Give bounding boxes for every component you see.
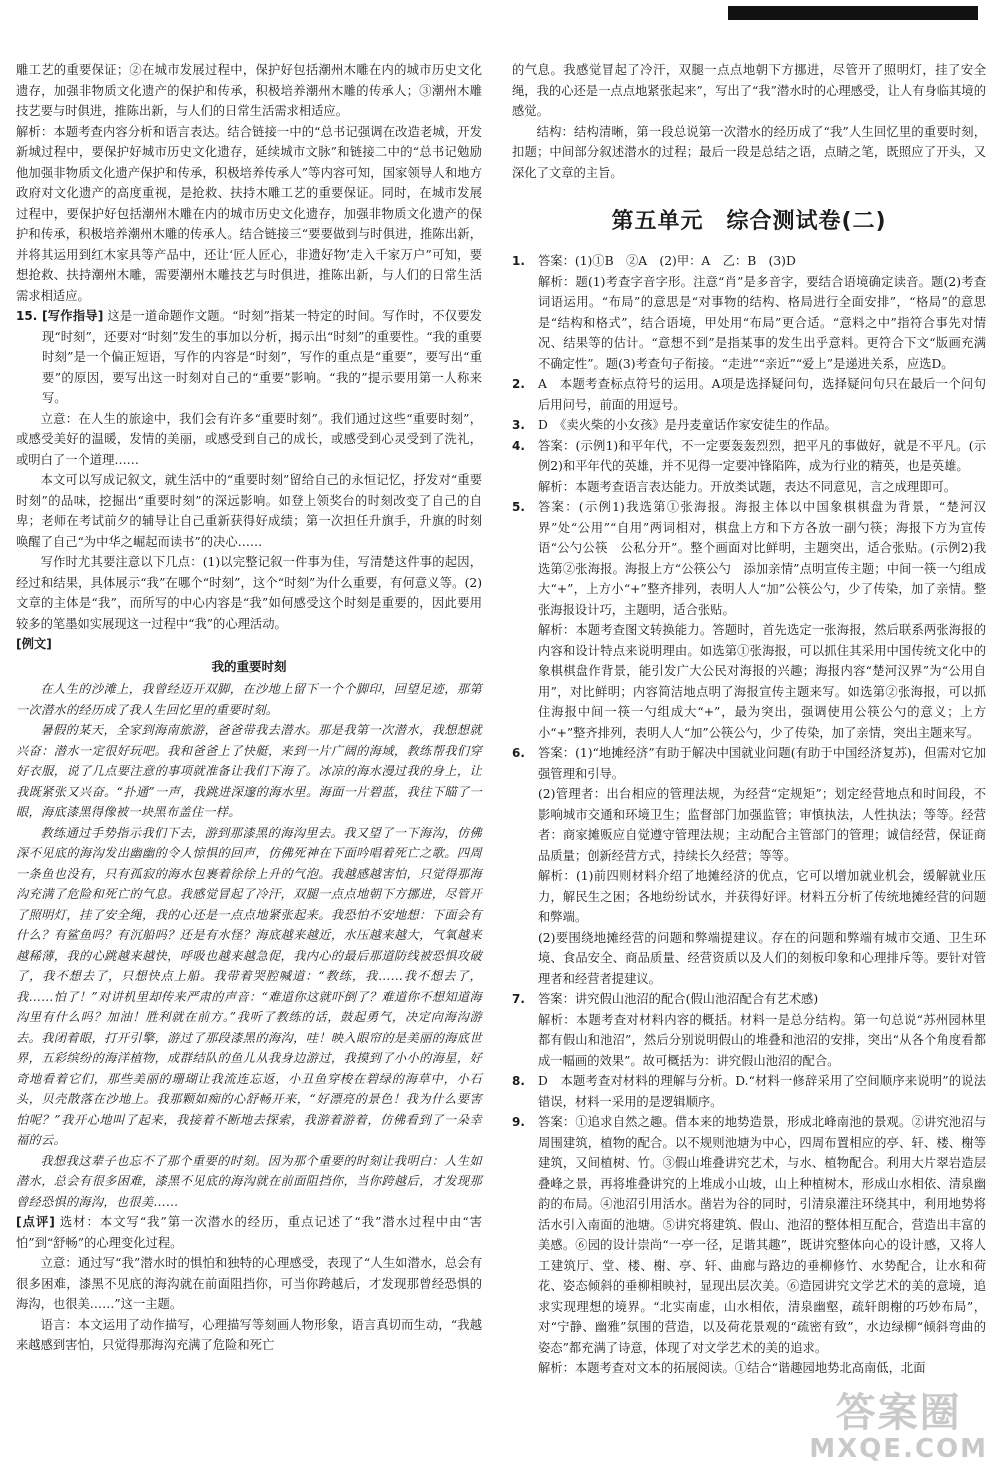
review-selection: 选材：本文写“我”第一次潜水的经历，重点记述了“我”潜水过程中由“害怕”到“舒畅”的心理变化过程。 [16,1215,482,1250]
question-7 [512,989,986,1071]
answer-text: 答案：(1)“地摊经济”有助于解决中国就业问题(有助于中国经济复苏)，但需对它加强管理和引导。 [538,746,986,781]
writing-guide-text: 这是一道命题作文题。“时刻”指某一特定的时间。写作时，不仅要发现“时刻”，还要对“时刻”发生的事加以分析，揭示出“时刻”的重要性。“我的重要时刻”是一个偏正短语，写作的内容是“时刻”，写作的重点是“重要”，要写出“重要”的原因，要写出这一时刻对自己的“重要”影响。“我的”提示要用第一人称来写。 [42,309,482,405]
genre-paragraph: 本文可以写成记叙文，就生活中的“重要时刻”留给自己的永恒记忆，抒发对“重要时刻”的品味，挖掘出“重要时刻”的深远影响。如登上领奖台的时刻改变了自己的自卑；老师在考试前夕的辅导让自己重新获得好成绩；第一次担任升旗手，升旗的时刻唤醒了自己“为中华之崛起而读书”的决心…… [16,473,482,549]
question-number: 9. [512,1115,525,1129]
question-6 [512,743,986,989]
top-black-bar [728,6,978,20]
analysis-text: 解析：本题考查图文转换能力。答题时，首先选定一张海报，然后联系两张海报的内容和设计特点来说明理由。如选第①张海报，可以抓住其采用中国传统文化中的象棋棋盘作背景，能引发广大公民对海报的兴趣；海报内容“楚河汉界”为“公用自用”，对比鲜明；内容简洁地点明了海报宣传主题来写。如选第②张海报，可以抓住海报中间一筷一勺组成大“+”，最为突出，强调使用公筷公勺的意义；上方小“+”整齐排列，表明人人“加”公筷公勺，少了传染，加了亲情，突出主题来写。 [538,623,986,740]
essay-paragraph-3: 教练通过手势指示我们下去，游到那漆黑的海沟里去。我又望了一下海沟，仿佛深不见底的海沟发出幽幽的令人惊惧的回声，仿佛死神在下面吟唱着死亡之歌。四周一条鱼也没有，只有孤寂的海水包裹着徐徐上升的气泡。我越感越害怕，只觉得那海沟充满了危险和死亡的气息。我感觉冒起了冷汗，双腿一点点地朝下方挪进，尽管开了照明灯，挂了安全绳，我的心还是一点点地紧张起来。我恐怕不安地想：下面会有什么？有鲨鱼吗？有沉船吗？还是有水怪？海底越来越近，水压越来越大，气氧越来越稀薄，我的心跳越来越快，呼吸也越来越急促，我内心的最后那道防线被恐惧攻破了，我不想去了，只想快点上船。我带着哭腔喊道：“教练，我……我不想去了，我……怕了！”对讲机里却传来严肃的声音：“难道你这就吓倒了？难道你不想知道海沟里有什么吗？加油！胜利就在前方。”我听了教练的话，鼓起勇气，决定向海沟游去。我闭着眼，打开引擎，游过了那段漆黑的海沟，哇！映入眼帘的是美丽的海底世界，五彩缤纷的海洋植物，成群结队的鱼儿从我身边游过，我摸到了小小的海星，好奇地看着它们，那些美丽的珊瑚让我流连忘返，小丑鱼穿梭在碧绿的海草中，小石头，贝壳散落在沙地上。我那颗如痴的心舒畅开来，“好漂亮的景色！我为什么要害怕呢？”我开心地叫了起来，我接着不断地去探索，我游着游着，仿佛看到了一朵幸福的云。 [16,825,482,1147]
theme-paragraph: 立意：在人生的旅途中，我们会有许多“重要时刻”。我们通过这些“重要时刻”，或感受美好的温暖，发情的美丽，或感受到自己的成长，或感受到心灵受到了洗礼，或明白了一个道理…… [16,411,482,467]
question-3 [512,415,986,436]
review-language-continued: 的气息。我感觉冒起了冷汗，双腿一点点地朝下方挪进，尽管开了照明灯，挂了安全绳，我的心还是一点点地紧张起来”，写出了“我”潜水时的心理感受，让人有身临其境的感觉。 [512,63,986,118]
question-5 [512,497,986,743]
question-number: 2. [512,377,525,391]
analysis-paragraph: 解析：本题考查内容分析和语言表达。结合链接一中的“总书记强调在改造老城，开发新城过程中，要保护好城市历史文化遗存，延续城市文脉”和链接二中的“总书记勉励他加强非物质文化遗产保护和传承，积极培养传承人”等内容可知，国家领导人和地方政府对文化遗产的高度重视，是抢救、扶持木雕工艺的重要保证。同时，在城市发展过程中，要保护好包括潮州木雕在内的城市历史文化遗存，加强非物质文化遗产的保护和传承，积极培养潮州木雕的传承人。结合链接三“要要做到与时俱进，推陈出新，并将其运用到红木家具等产品中，还让‘匠人匠心，非遗好物’走入千家万户”可知，要想抢救、扶持潮州木雕，需要潮州木雕技艺与时俱进，推陈出新，与人们的日常生活需求相适应。 [16,124,482,303]
question-number: 5. [512,500,525,514]
question-number: 1. [512,254,525,268]
analysis-text-2: (2)要围绕地摊经营的问题和弊端提建议。存在的问题和弊端有城市交通、卫生环境、食品安全、商品质量、经营资质以及人们的刻板印象和心理排斥等。要针对管理者和经营者提建议。 [538,930,986,986]
review-structure: 结构：结构清晰，第一段总说第一次潜水的经历成了“我”人生回忆里的重要时刻，扣题；中间部分叙述潜水的过程；最后一段是总结之语，点睛之笔，既照应了开头，又深化了文章的主旨。 [512,124,986,180]
writing-guide-tag: [写作指导] [42,309,104,323]
answer-text: D 本题考查对材料的理解与分析。D.“材料一修辞采用了空间顺序来说明”的说法错误，材料一采用的是逻辑顺序。 [538,1074,986,1109]
essay-paragraph-2: 暑假的某天，全家到海南旅游，爸爸带我去潜水。那是我第一次潜水，我想想就兴奋：潜水一定很好玩吧。我和爸爸上了快艇，来到一片广阔的海域，教练帮我们穿好衣服，说了几点要注意的事项就准备让我们下海了。冰凉的海水漫过我的身上，让我既紧张又兴奋。“扑通”一声，我跳进深邃的海水里。海面一片碧蓝，我往下瞄了一眼，海底漆黑得像被一块黑布盖住一样。 [16,723,482,819]
answer-text: A 本题考查标点符号的运用。A项是选择疑问句，选择疑问句只在最后一个问句后用问号，前面的用逗号。 [538,377,986,412]
review-1 [16,1212,482,1253]
answer-text: 答案：(示例1)和平年代，不一定要轰轰烈烈，把平凡的事做好，就是不平凡。(示例2)和平年代的英雄，并不见得一定要冲锋陷阵，成为行业的精英，也是英雄。 [538,438,986,473]
analysis-text: 解析：题(1)考查字音字形。注意“肖”是多音字，要结合语境确定读音。题(2)考查词语运用。“布局”的意思是“对事物的结构、格局进行全面安排”，“格局”的意思是“结构和格式”，结合语境，甲处用“布局”更合适。“意料之中”指符合事先对情况、结果等的估计。“意想不到”是指某事的发生出乎意料。更符合下文“版画充满不确定性”。题(3)考查句子衔接。“走进”“亲近”“爱上”是递进关系，应选D。 [538,274,986,371]
answer-text: 答案：①追求自然之趣。借本来的地势造景，形成北峰南池的景观。②讲究池沼与周围建筑，植物的配合。以不规则池塘为中心，四周布置相应的亭、轩、楼、榭等建筑，又间植树、竹。③假山堆叠讲究艺术，与水、植物配合。利用大片翠岩造层叠峰之景，再将堆叠讲究的上堆成小山坡，山上种植树木，形成山水相依、清泉幽韵的布局。④池沼引用活水。凿岩为谷的同时，引清泉灌注环绕其中，利用地势将活水引入南面的池塘。⑤讲究将建筑、假山、池沼的整体相互配合，营造出丰富的美感。⑥园的设计崇尚“一亭一径，足谐其趣”，既讲究整体向心的设计感，又将人工建筑厅、堂、楼、榭、亭、轩、曲廊与路边的垂柳修竹、水势配合，让水和荷花、姿态倾斜的垂柳相映衬，显现出层次美。⑥造园讲究文学艺术的美的意境，追求实现理想的境界。“北实南虚，山水相依，清泉幽壑，疏轩朗榭的巧妙布局”，对“宁静、幽雅”氛围的营造，以及荷花景观的“疏密有致”，水边绿柳“倾斜弯曲的姿态”都充满了诗意，体现了对文学艺术的美的追求。 [538,1115,986,1355]
analysis-text: 解析：(1)前四则材料介绍了地摊经济的优点，它可以增加就业机会，缓解就业压力，解民生之困；各地纷纷试水，并获得好评。材料五分析了传统地摊经营的问题和弊端。 [538,869,986,924]
left-column [16,60,482,1356]
analysis-text: 解析：本题考查对文本的拓展阅读。①结合“谐趣园地势北高南低，北面 [538,1361,926,1375]
answer-continuation: 雕工艺的重要保证；②在城市发展过程中，保护好包括潮州木雕在内的城市历史文化遗存，加强非物质文化遗产的保护和传承，积极培养潮州木雕的传承人；③潮州木雕技艺要与时俱进，推陈出新，与人们的日常生活需求相适应。 [16,63,482,118]
watermark-url: MXQE.COM [809,1434,988,1464]
essay-paragraph-1: 在人生的沙滩上，我曾经迈开双脚，在沙地上留下一个个脚印，回望足迹，那第一次潜水的经历成了我人生回忆里的重要时刻。 [16,682,482,717]
review-theme: 立意：通过写“我”潜水时的惧怕和独特的心理感受，表现了“人生如潜水，总会有很多困难，漆黑不见底的海沟就在前面阻挡你，可当你跨越后，才发现那曾经恐惧的海沟，也很美……”这一主题。 [16,1256,482,1311]
example-tag: [例文] [16,637,52,651]
answer-text: 答案：(示例1)我选第①张海报。海报主体以中国象棋棋盘为背景，“楚河汉界”处“公用”“自用”两词相对，棋盘上方和下方各放一副勺筷；海报下方为宣传语“公勺公筷 公私分开”。整个画面对比鲜明，主题突出，适合张贴。(示例2)我选第②张海报。海报上方“公筷公勺 添加亲情”点明宣传主题；中间一筷一勺组成大“+”，上方小“+”整齐排列，表明人人“加”公筷公勺，少了传染，加了亲情。整张海报设计巧，主题明，适合张贴。 [538,500,986,617]
question-1 [512,251,986,374]
review-language: 语言：本文运用了动作描写，心理描写等刻画人物形象，语言真切而生动，“我越来越感到害怕，只觉得那海沟充满了危险和死亡 [16,1317,482,1352]
unit-title: 第五单元 综合测试卷(二) [611,209,887,234]
question-2 [512,374,986,415]
answer-text: D 《卖火柴的小女孩》是丹麦童话作家安徒生的作品。 [538,418,837,432]
review-tag: [点评] [16,1215,55,1229]
question-number: 15. [16,309,38,323]
question-number: 4. [512,438,525,453]
watermark-text: 答案圈 [835,1390,962,1436]
analysis-text: 解析：本题考查对材料内容的概括。材料一是总分结构。第一句总说“苏州园林里都有假山和池沼”，然后分别说明假山的堆叠和池沼的安排，突出“从各个角度看都成一幅画的效果”。故可概括为：讲究假山池沼的配合。 [538,1012,986,1068]
question-number: 8. [512,1074,525,1088]
right-column [512,60,986,1379]
essay-title: 我的重要时刻 [211,658,287,674]
answer-text: 答案：(1)①B ②A (2)甲：A 乙：B (3)D [538,254,796,268]
answer-text-2: (2)管理者：出台相应的管理法规，为经营“定规矩”；划定经营地点和时间段，不影响城市交通和环境卫生；监督部门加强监管；审慎执法，人性执法；等等。经营者：商家摊贩应自觉遵守管理法规；主动配合主管部门的管理；诚信经营，保证商品质量；创新经营方式，持续长久经营；等等。 [538,787,986,863]
question-15 [16,306,482,409]
question-9 [512,1112,986,1379]
question-number: 3. [512,418,525,432]
question-number: 7. [512,992,525,1006]
essay-paragraph-4: 我想我这辈子也忘不了那个重要的时刻。因为那个重要的时刻让我明白：人生如潜水，总会有很多困难，漆黑不见底的海沟就在前面阻挡你，当你跨越后，才发现那曾经恐惧的海沟，也很美…… [16,1153,482,1209]
question-number: 6. [512,746,525,760]
analysis-text: 解析：本题考查语言表达能力。开放类试题，表达不同意见，言之成理即可。 [538,479,957,494]
question-8 [512,1071,986,1112]
answer-text: 答案：讲究假山池沼的配合(假山池沼配合有艺术感) [538,992,819,1006]
notes-paragraph: 写作时尤其要注意以下几点：(1)以完整记叙一件事为佳，写清楚这件事的起因，经过和结果，具体展示“我”在哪个“时刻”，这个“时刻”为什么重要，有何意义等。(2)文章的主体是“我”，而所写的中心内容是“我”如何感受这个时刻是重要的，因此要用较多的笔墨如实展现这一过程中“我”的心理活动。 [16,555,482,631]
watermark-logo [809,1391,988,1463]
question-4 [512,436,986,498]
